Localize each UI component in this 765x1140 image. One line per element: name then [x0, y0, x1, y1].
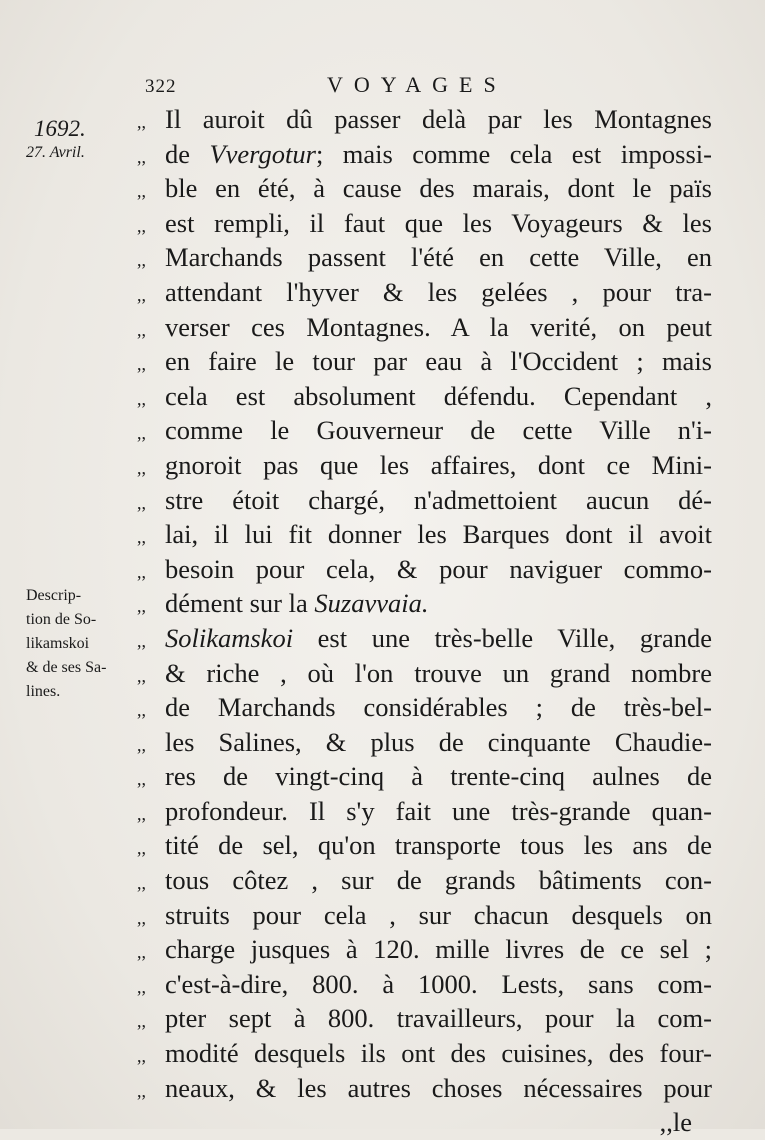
- text-line: [137, 137, 712, 172]
- quote-mark: ,,: [137, 319, 146, 340]
- quote-mark: ,,: [137, 457, 146, 478]
- quote-mark: ,,: [137, 1046, 146, 1067]
- line-text: est une très-belle Ville, grande: [293, 622, 712, 653]
- catchword: ,,le: [659, 1107, 692, 1138]
- text-line: [137, 102, 712, 137]
- quote-mark: ,,: [137, 354, 146, 375]
- quote-mark: ,,: [137, 734, 146, 755]
- line-text: neaux, & les autres choses nécessaires pour: [165, 1072, 712, 1103]
- text-line: [137, 1036, 712, 1071]
- text-line: [137, 275, 712, 310]
- text-line: [137, 379, 712, 414]
- line-text: lai, il lui fit donner les Barques dont il avoit: [165, 519, 712, 550]
- line-italic-text: Solikamskoi: [165, 622, 294, 653]
- text-line: [137, 759, 712, 794]
- line-text: de: [165, 138, 210, 169]
- text-line: [137, 206, 712, 241]
- quote-mark: ,,: [137, 112, 146, 132]
- text-line: [137, 725, 712, 760]
- line-text: verser ces Montagnes. A la verité, on peut: [165, 311, 712, 342]
- quote-mark: ,,: [137, 492, 146, 513]
- margin-note-line: & de ses Sa-: [26, 659, 107, 676]
- text-line: [137, 240, 712, 275]
- text-line: [137, 967, 712, 1002]
- quote-mark: ,,: [137, 181, 146, 202]
- text-line: [137, 898, 712, 933]
- text-line: [137, 794, 712, 829]
- line-text: gnoroit pas que les affaires, dont ce Mini-: [165, 449, 712, 480]
- quote-mark: ,,: [137, 838, 146, 859]
- quote-mark: ,,: [137, 769, 146, 790]
- text-line: [137, 656, 712, 691]
- line-text: pter sept à 800. travailleurs, pour la com-: [165, 1003, 712, 1034]
- line-text: ble en été, à cause des marais, dont le païs: [165, 173, 712, 204]
- quote-mark: ,,: [137, 423, 146, 444]
- line-text: de Marchands considérables ; de très-bel-: [165, 692, 712, 723]
- line-text: en faire le tour par eau à l'Occident ; mais: [165, 346, 712, 377]
- line-italic-text: Suzavvaia.: [314, 588, 429, 619]
- line-text: c'est-à-dire, 800. à 1000. Lests, sans com-: [165, 968, 712, 999]
- line-text: cela est absolument défendu. Cependant ,: [165, 380, 712, 411]
- line-italic-text: Vvergotur: [209, 138, 316, 169]
- text-line: [137, 828, 712, 863]
- text-line: [137, 413, 712, 448]
- text-line: [137, 483, 712, 518]
- line-text: comme le Gouverneur de cette Ville n'i-: [165, 415, 712, 446]
- quote-mark: ,,: [137, 146, 146, 167]
- quote-mark: ,,: [137, 215, 146, 236]
- quote-mark: ,,: [137, 907, 146, 928]
- text-line: [137, 448, 712, 483]
- line-text: stre étoit chargé, n'admettoient aucun dé-: [165, 484, 712, 515]
- text-line: [137, 171, 712, 206]
- quote-mark: ,,: [137, 1080, 146, 1101]
- line-text: tité de sel, qu'on transporte tous les ans de: [165, 830, 712, 861]
- line-text: les Salines, & plus de cinquante Chaudie-: [165, 726, 712, 757]
- text-line: [137, 586, 712, 621]
- text-line: [137, 690, 712, 725]
- quote-mark: ,,: [137, 630, 146, 651]
- line-text: attendant l'hyver & les gelées , pour tra-: [165, 276, 712, 307]
- text-line: [137, 552, 712, 587]
- quote-mark: ,,: [137, 942, 146, 963]
- quote-mark: ,,: [137, 561, 146, 582]
- quote-mark: ,,: [137, 700, 146, 721]
- quote-mark: ,,: [137, 873, 146, 894]
- text-line: [137, 1071, 712, 1106]
- page-number: 322: [145, 76, 177, 97]
- line-text: & riche , où l'on trouve un grand nombre: [165, 657, 712, 688]
- line-text: besoin pour cela, & pour naviguer commo-: [165, 553, 712, 584]
- quote-mark: ,,: [137, 596, 146, 617]
- text-line: [137, 310, 712, 345]
- quote-mark: ,,: [137, 976, 146, 997]
- line-text: modité desquels ils ont des cuisines, des four-: [165, 1038, 712, 1069]
- line-text: res de vingt-cinq à trente-cinq aulnes de: [165, 761, 712, 792]
- margin-note-line: lines.: [26, 683, 61, 700]
- line-text: charge jusques à 120. mille livres de ce sel ;: [165, 934, 712, 965]
- running-title: VOYAGES: [327, 72, 507, 97]
- margin-note-line: Descrip-: [26, 587, 82, 604]
- margin-note-line: likamskoi: [26, 635, 90, 652]
- line-text: struits pour cela , sur chacun desquels on: [165, 899, 712, 930]
- line-text: Marchands passent l'été en cette Ville, en: [165, 242, 712, 273]
- body-text: [137, 102, 712, 1140]
- line-text: ; mais comme cela est impossi-: [315, 138, 712, 169]
- quote-mark: ,,: [137, 250, 146, 271]
- text-line: [137, 621, 712, 656]
- margin-year: 1692.: [34, 116, 86, 141]
- text-line: [137, 863, 712, 898]
- margin-note: [26, 584, 132, 704]
- quote-mark: ,,: [137, 284, 146, 305]
- line-text: profondeur. Il s'y fait une très-grande quan-: [165, 795, 712, 826]
- text-line: [137, 344, 712, 379]
- line-text: dément sur la: [165, 588, 315, 619]
- quote-mark: ,,: [137, 665, 146, 686]
- quote-mark: ,,: [137, 1011, 146, 1032]
- text-line: [137, 1001, 712, 1036]
- line-text: est rempli, il faut que les Voyageurs & les: [165, 207, 712, 238]
- margin-date: 27. Avril.: [26, 144, 85, 161]
- text-line: [137, 932, 712, 967]
- line-text: Il auroit dû passer delà par les Montagnes: [165, 104, 712, 134]
- quote-mark: ,,: [137, 803, 146, 824]
- quote-mark: ,,: [137, 388, 146, 409]
- margin-note-line: tion de So-: [26, 611, 97, 628]
- quote-mark: ,,: [137, 527, 146, 548]
- text-line: [137, 517, 712, 552]
- line-text: tous côtez , sur de grands bâtiments con-: [165, 865, 712, 896]
